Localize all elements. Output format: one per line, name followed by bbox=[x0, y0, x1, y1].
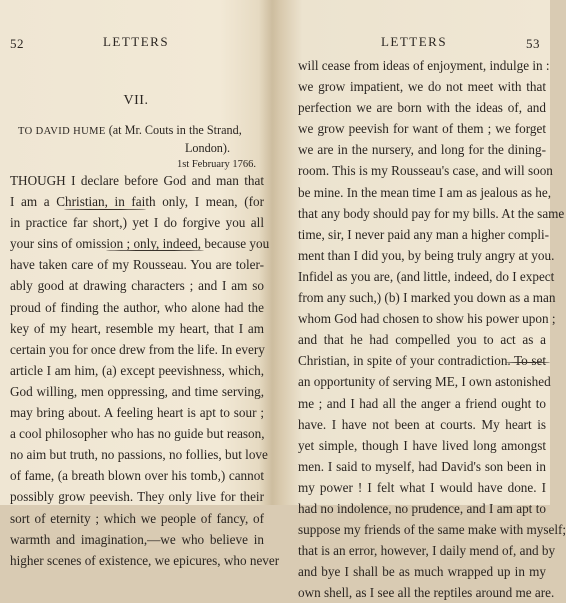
text-line: God willing, men oppressing, and time serving, bbox=[10, 383, 264, 399]
text-line: room. This is my Rousseau's case, and will soon bbox=[298, 163, 553, 179]
text-line: no aim but truth, no passions, no follies, but love bbox=[10, 447, 268, 463]
text-line: a cool philosopher who has no guide but reason, bbox=[10, 426, 265, 442]
text-line: had no indolence, no prudence, and I am apt to bbox=[298, 500, 546, 516]
letter-number: VII. bbox=[123, 93, 149, 108]
text-line: and that he had compelled you to act as a bbox=[298, 332, 546, 348]
text-line: my power ! I felt what I would have done. I bbox=[298, 479, 546, 495]
body-text bbox=[298, 55, 566, 603]
text-line: Infidel as you are, (and little, indeed, do I expect bbox=[298, 268, 555, 284]
text-line: THOUGH I declare before God and man that bbox=[10, 173, 264, 188]
text-line: that any body should pay for my bills. At the same bbox=[298, 205, 565, 221]
letter-date: 1st February 1766. bbox=[176, 159, 256, 170]
pencil-underline bbox=[506, 362, 550, 363]
text-line: perfection we are born with the ideas of, and bbox=[298, 100, 546, 116]
text-line: will cease from ideas of enjoyment, indulge in : bbox=[298, 58, 550, 73]
text-line: possibly grow peevish. They only live for their bbox=[10, 489, 264, 505]
text-line: an opportunity of serving ME, I own astonished bbox=[298, 374, 551, 390]
text-line: men. I said to myself, had David's son been in bbox=[298, 458, 546, 474]
text-line: proud of finding the author, who alone had the bbox=[10, 299, 264, 315]
text-line: certain you for once drew from the life. In every bbox=[10, 341, 265, 357]
text-line: your sins of omission ; only, indeed, because you bbox=[10, 236, 270, 252]
body-text bbox=[10, 170, 280, 571]
running-head: LETTERS bbox=[102, 34, 170, 49]
text-line: sort of eternity ; which we people of fancy, of bbox=[10, 510, 264, 526]
text-line: may bring about. A feeling heart is apt to sour ; bbox=[10, 405, 264, 421]
text-line: and bye I shall be as much wrapped up in my bbox=[298, 564, 546, 580]
running-head: LETTERS bbox=[380, 34, 448, 49]
text-line: whom God had chosen to show his power upon ; bbox=[298, 311, 556, 327]
text-line: time, sir, I never paid any man a higher compli- bbox=[298, 226, 550, 242]
page-number: 52 bbox=[10, 36, 24, 51]
pencil-underline bbox=[64, 209, 146, 210]
text-line: in practice far short,) yet I do forgive you all bbox=[10, 215, 264, 231]
text-line: me ; and I had all the anger a friend ought to bbox=[298, 395, 546, 411]
text-line: I am a Christian, in faith only, I mean, (for bbox=[10, 194, 264, 210]
text-line: warmth and imagination,—we who believe in bbox=[10, 531, 264, 547]
text-line: ably good at drawing characters ; and I am so bbox=[10, 278, 264, 294]
text-line: yet simple, though I have lived long amongst bbox=[298, 437, 546, 453]
text-line: key of my heart, resemble my heart, that I am bbox=[10, 320, 264, 336]
left-page bbox=[0, 0, 280, 568]
text-line: higher scenes of existence, we epicures, who never bbox=[10, 552, 280, 568]
text-line: have taken care of my Rousseau. You are toler- bbox=[10, 257, 264, 273]
text-line: article I am him, (a) except peevishness, which, bbox=[10, 362, 264, 378]
text-line: that is an error, however, I daily mend of, and by bbox=[298, 543, 556, 559]
text-line: own shell, as I see all the reptiles around me are. bbox=[298, 585, 555, 601]
text-line: from any such,) (b) I marked you down as a man bbox=[298, 290, 556, 306]
pencil-underline bbox=[106, 250, 204, 251]
text-line: Christian, in spite of your contradiction. To set bbox=[298, 353, 546, 369]
addressee-to: TO DAVID HUME bbox=[18, 126, 106, 137]
text-line: suppose my friends of the same make with myself; bbox=[298, 522, 566, 538]
text-line: we are in the nursery, and long for the dining- bbox=[298, 142, 546, 158]
text-line: be mine. In the mean time I am as jealous as he, bbox=[298, 184, 552, 200]
text-line: of fame, (a breath blown over his tomb,) cannot bbox=[10, 468, 264, 484]
text-line: we grow impatient, we do not meet with that bbox=[298, 79, 546, 95]
addressee-rest: (at Mr. Couts in the Strand, bbox=[108, 123, 242, 137]
right-page bbox=[278, 0, 566, 601]
letter-addressee bbox=[18, 122, 258, 157]
text-line: ment than I did you, by being truly angry at you. bbox=[298, 247, 555, 263]
text-line: have. I have not been at courts. My heart is bbox=[298, 416, 546, 432]
text-line: we grow peevish for want of them ; we forget bbox=[298, 121, 546, 137]
addressee-line2: London). bbox=[184, 141, 230, 155]
page-number: 53 bbox=[526, 36, 540, 51]
